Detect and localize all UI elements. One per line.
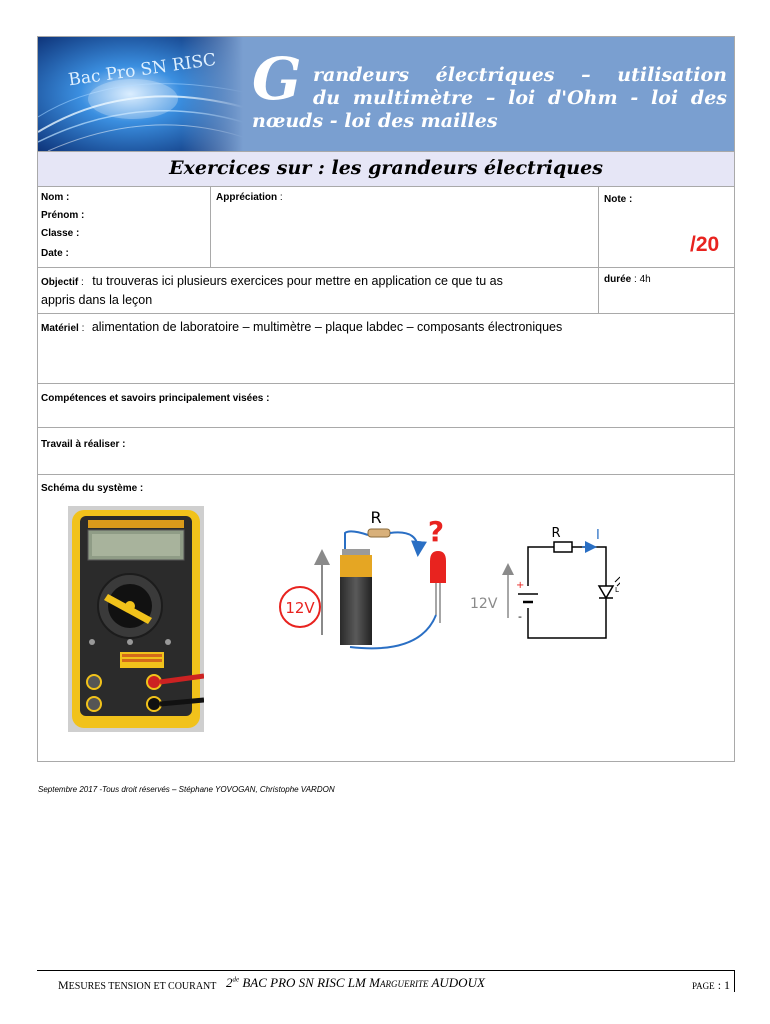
prenom-label: Prénom :	[41, 210, 85, 221]
appreciation-colon: :	[277, 192, 283, 203]
multimeter-image	[68, 506, 204, 732]
divider	[598, 187, 599, 313]
title-line-2: du multimètre – loi d'Ohm - loi des	[313, 87, 727, 109]
materiel-block	[41, 317, 562, 337]
footer-left-rest: ESURES TENSION ET COURANT	[68, 981, 217, 992]
materiel-text: alimentation de laboratoire – multimètre – plaque labdec – composants électroniques	[91, 320, 563, 334]
logo-graphic	[38, 37, 243, 151]
objectif-text-2: appris dans la leçon	[41, 293, 153, 307]
schematic-wires	[528, 547, 606, 638]
objectif-text-1: tu trouveras ici plusieurs exercices pour mettre en application ce que tu as	[92, 274, 503, 288]
voltage-circle-label: 12V	[285, 599, 315, 617]
duree-value: : 4h	[631, 274, 651, 285]
appreciation-label-text: Appréciation	[216, 192, 278, 203]
question-mark: ?	[427, 515, 445, 548]
led	[430, 551, 446, 583]
copyright: Septembre 2017 -Tous droit réservés – Stéphane YOVOGAN, Christophe VARDON	[38, 785, 335, 794]
divider	[38, 427, 734, 428]
schematic-resistor	[554, 542, 572, 552]
title-line-1: randeurs électriques – utilisation	[313, 64, 727, 86]
objectif-label: Objectif	[41, 277, 79, 288]
note-label: Note :	[604, 194, 633, 205]
footer-center-main: BAC PRO SN RISC LM	[239, 975, 370, 990]
led-legs	[436, 583, 440, 623]
date-label: Date :	[41, 248, 69, 259]
duree-label-text: durée	[604, 274, 632, 285]
footer-page-prefix: PAGE	[692, 981, 715, 991]
duree-label	[604, 274, 651, 286]
footer-divider	[734, 970, 735, 992]
schematic-minus: -	[518, 610, 522, 623]
schematic-l: L	[615, 586, 619, 594]
footer-left	[58, 978, 216, 993]
resistor-label: R	[370, 508, 382, 527]
schematic-plus: +	[516, 580, 525, 591]
schematic-i: I	[596, 528, 600, 543]
schematic-voltage: 12V	[470, 596, 498, 612]
nom-label: Nom :	[41, 192, 70, 203]
footer-page-number: : 1	[714, 978, 731, 992]
travail-label: Travail à réaliser :	[41, 439, 126, 450]
title-line-3: nœuds - loi des mailles	[252, 110, 498, 132]
footer-line	[37, 970, 735, 971]
materiel-label: Matériel	[41, 323, 79, 334]
footer-center-rest: ARGUERITE	[379, 979, 429, 989]
divider	[38, 267, 734, 268]
divider	[38, 383, 734, 384]
appreciation-label	[216, 192, 283, 204]
battery	[340, 577, 372, 645]
divider	[38, 313, 734, 314]
footer-center-end: AUDOUX	[428, 975, 485, 990]
current-arrow	[390, 532, 418, 553]
divider	[38, 474, 734, 475]
classe-label: Classe :	[41, 228, 80, 239]
resistor	[368, 529, 390, 537]
circuit-schematic	[470, 520, 620, 670]
battery-circuit-image	[270, 505, 470, 665]
title-initial: G	[252, 45, 302, 113]
logo	[38, 37, 243, 151]
footer-page	[692, 976, 730, 994]
schema-label: Schéma du système :	[41, 483, 144, 494]
score: /20	[690, 233, 720, 256]
footer-left-cap: M	[58, 978, 69, 992]
competences-label: Compétences et savoirs principalement visées :	[41, 393, 270, 404]
objectif-colon: :	[78, 277, 84, 288]
materiel-colon: :	[78, 323, 85, 334]
schematic-led	[599, 586, 613, 598]
footer-center-sup: de	[232, 975, 240, 984]
footer-center-cap: M	[369, 975, 380, 990]
objectif-block	[41, 271, 591, 310]
divider	[210, 187, 211, 267]
subtitle: Exercices sur : les grandeurs électriques	[169, 157, 603, 179]
schematic-r: R	[551, 526, 561, 541]
footer-center-prefix: 2	[226, 975, 233, 990]
logo-text: Bac Pro SN RISC	[67, 49, 218, 91]
footer-center	[226, 975, 485, 991]
